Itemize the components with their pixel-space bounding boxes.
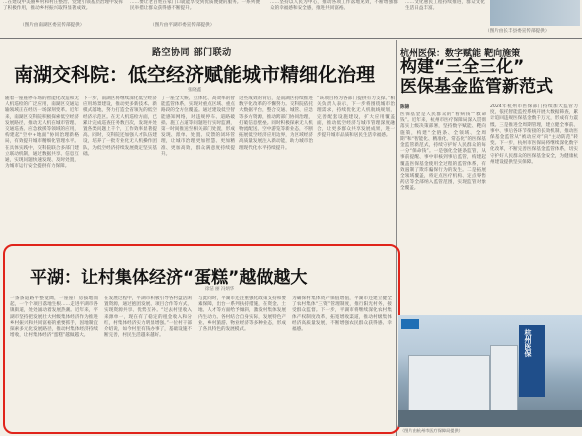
highlight-col-2: 在发展过程中，平湖市积极引导各村盘活闲置资源，通过抱团发展、项目合作等方式，实现资源共享、优势互补。“过去村里收入来源单一，现在有了稳定的租金收入和分红，村集体经济实力明显增强。”一位村干部介绍说，如今村里有钱办事了，基础设施不断完善，村民生活越来越好。	[104, 296, 192, 339]
main-col-1: 随着一座座停车场的智能化改造和无人机巡检的广泛应用，南湖区交通运输领域正在经历一场深刻变革。近年来，南湖区交科院积极探索低空经济发展路径，推动无人机在城市管理、交通巡查、应急救援等领域的应用，构建起“空中+地面”协同治理新格局，有效提升城市精细化管理水平。在具体实践中，交科院联合多部门建立联动机制，通过数据共享、信息互通，实现问题快速发现、及时处置，为城市运行安全提供有力保障。	[5, 96, 79, 170]
top-far-right-text: ……文化惠民工程持续推进，群众文化生活日益丰富。	[405, 0, 485, 12]
photo-building	[408, 355, 490, 417]
right-headline-line2: 医保基金监管新范式	[400, 77, 553, 97]
right-headline-line1: 构建“三全三化”	[400, 57, 525, 77]
main-headline: 南湖交科院：低空经济赋能城市精细化治理	[14, 64, 376, 86]
photo-caption: （图片由杭州市医疗保障局提供）	[400, 428, 463, 433]
top-left-caption: （图片由南湖区委宣传部提供）	[20, 23, 85, 28]
main-kicker: 路空协同 部门联动	[152, 48, 232, 58]
main-byline: 张晓鑫	[188, 88, 202, 93]
right-photo	[398, 315, 582, 427]
top-right-caption: （图片由长丰县委宣传部提供）	[485, 29, 550, 34]
highlight-byline: 徐洁 丽 冯炳华	[205, 287, 235, 292]
highlight-col-3: 与此同时，平湖市还注重强化政策支持和要素保障，出台一系列扶持措施，在资金、土地、人才等方面给予倾斜，激发村集体发展内生动力。各村结合自身实际，发展特色产业、乡村旅游、物业经济等多种业态，形成了各具特色的发展模式。	[198, 296, 286, 333]
photo-building-2	[490, 345, 518, 417]
highlight-col-1: 一条条道路平整宽阔，一座座厂房拔地而起，一个个项目落地生根……走进平湖市各镇街道，处处涌动着发展热潮。近年来，平湖市坚持把发展壮大村级集体经济作为推进乡村振兴和共同富裕的重要抓手，因地制宜探索多元化发展路径，推动村集体经济持续增收，让村集体经济“蛋糕”越做越大。	[10, 296, 98, 339]
photo-ground	[398, 410, 582, 427]
photo-sign-text: 杭州医保	[524, 329, 532, 357]
top-left-text: …在建设中美丽乡村和村庄整治、党建引领基层治理中发挥了积极作用，推动乡村振兴取得显著成效。	[3, 0, 123, 12]
top-right-photo	[490, 0, 580, 26]
main-col-5: “该项目将为各部门提供有力支撑。”相关负责人表示，下一步将围绕城市治理需求，持续优化无人机航线规划，完善配套设施建设，扩大应用覆盖面，推动低空经济与城市管理深度融合，让更多群众共享发展成果，进一步提升城市品质和居民生活幸福感。	[317, 96, 395, 139]
right-col-1: 医保基金是人民群众的“看病钱”“救命钱”。近年来，杭州市医疗保障局深入贯彻落实上级决策部署，坚持数字赋能、靶向施策，构建“全链条、全领域、全周期”和“智能化、精准化、常态化”的医保基金监管新范式，持续守护好人民群众的每一分“保命钱”。一是强化全链条监管，从事前提醒、事中审核到事后监管，构建起覆盖医保基金使用全过程的监管体系，有效遏制了欺诈骗保行为的发生。二是拓展全领域覆盖，将定点医疗机构、定点零售药店等全部纳入监管范围，实现监管对象全覆盖。	[400, 112, 486, 192]
right-col-2: 2024年杭州市医保部门持续加大监管力度，依托智能监控系统开展大数据筛查，累计追回违规医保基金数千万元，形成有力震慑。三是推进全周期管理，建立健全事前、事中、事后各环节衔接的长效机制，推动医保基金监管从“被动应对”向“主动防范”转变。下一步，杭州市医保局将继续深化数字化改革，不断完善医保基金监管体系，切实守护好人民群众的医保基金安全，为健康杭州建设提供坚实保障。	[490, 104, 578, 165]
top-mid-caption: （图片由平湖市委宣传部提供）	[150, 23, 215, 28]
right-kicker: 杭州医保：数字赋能 靶向施策	[400, 49, 521, 59]
top-mid-text: ……要让老百姓在家门口就能享受到优质便捷的服务。一系列便民举措让群众获得感不断提升。	[130, 0, 260, 12]
highlight-col-4: 为确保村集体资产保值增值，平湖市还建立健全了农村集体“三资”管理制度，推行阳光村务，接受群众监督。下一步，平湖市将继续深化农村集体产权制度改革，拓宽增收渠道，推动村级集体经济高质量发展，不断增强农民群众获得感、幸福感。	[292, 296, 392, 333]
main-col-2: 下一步，南湖区将继续深化低空经济应用场景建设，推动更多新技术、新模式落地，努力打造全省领先的低空经济示范区。在无人机巡检方面，已累计完成巡查任务数百次，发现并处置各类问题上千个，工作效率显著提高。同时，交科院还加强人才队伍建设，培养了一批专业化无人机操作团队，为低空经济持续发展奠定坚实基础。	[83, 96, 157, 157]
main-col-3: 了一座全天候、立体化、高效率的智能监管体系，实现对重点区域、重点路段的全方位覆盖。通过建设低空智能感知网络，对违规停车、道路破损、施工占道等问题进行实时监测，第一时间推送至相关部门处置，形成发现、派单、处置、反馈的闭环管理，让城市治理更加智慧、更加精准、更加高效，群众满意度持续提升。	[161, 96, 235, 157]
photo-logo	[401, 319, 419, 329]
right-tag: 陈锦	[400, 105, 410, 110]
top-divider	[0, 38, 582, 39]
main-col-4: 这些成效的背后，是南湖区持续推进数字化改革的不懈努力。交科院依托大数据平台，整合交通、城管、应急等多方资源，推动跨部门协同治理，打破信息壁垒。同时积极探索无人机物流配送、空中游览等新业态，不断拓展低空经济应用边界，为区域经济高质量发展注入新动能，助力城市治理现代化水平持续提升。	[239, 96, 313, 151]
highlight-headline: 平湖：让村集体经济“蛋糕”越做越大	[30, 268, 308, 288]
top-right-text: ……坚持以人民为中心，推动各项工作落地见效，不断增强群众的幸福感和安全感，推进共同富裕。	[270, 0, 398, 12]
